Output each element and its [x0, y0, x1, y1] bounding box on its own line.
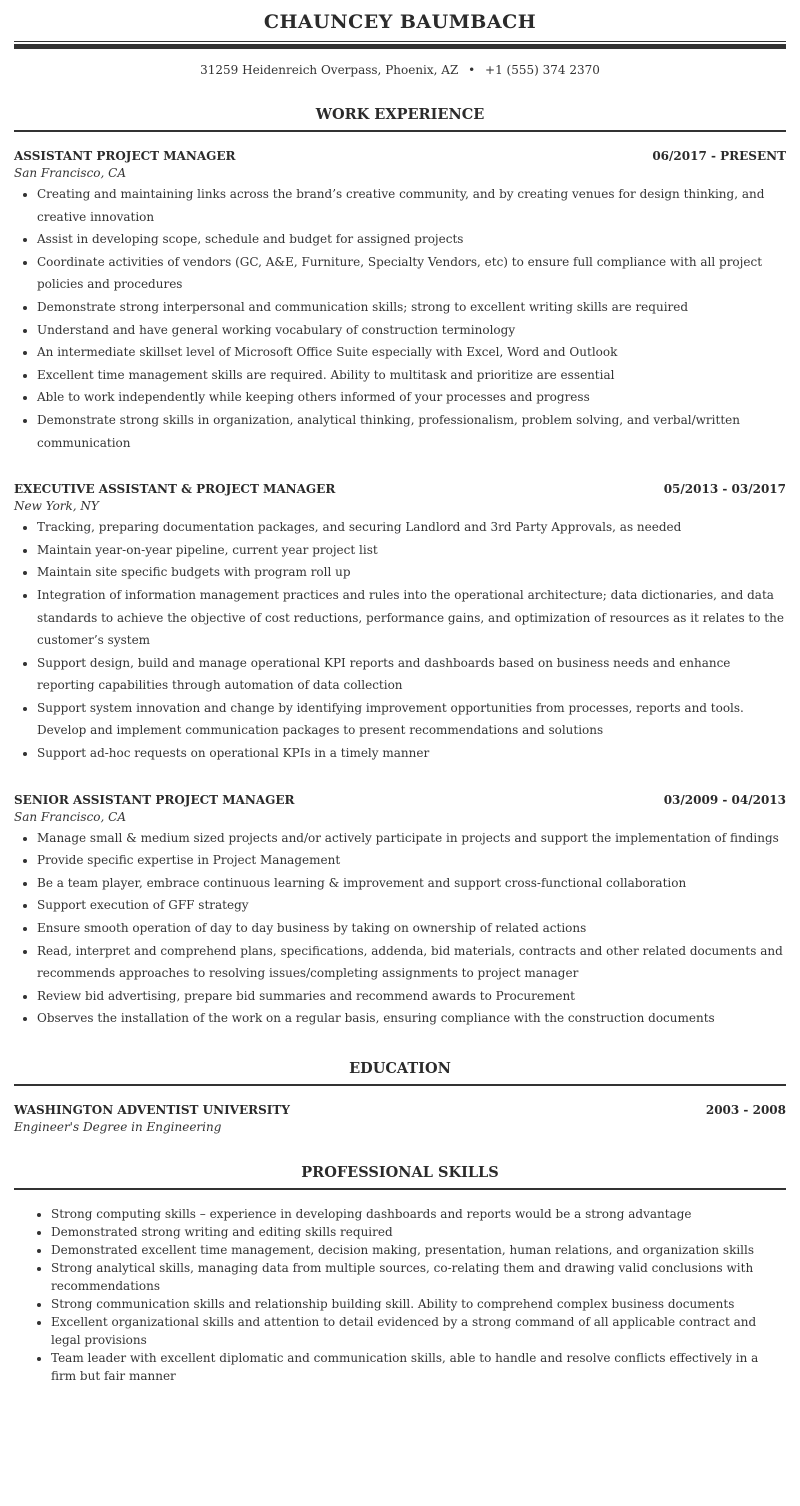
duty-item: • Provide specific expertise in Project Management [37, 849, 786, 872]
work-experience-section [14, 106, 786, 1030]
job-entry [14, 147, 786, 454]
skill-item: • Demonstrated strong writing and editing skills required [51, 1223, 786, 1241]
education-header [14, 1101, 786, 1119]
education-section [14, 1060, 786, 1137]
job-dates: 05/2013 - 03/2017 [663, 482, 786, 497]
skill-item: • Strong analytical skills, managing data from multiple sources, co-relating them and drawing valid conclusions with recommendations [51, 1259, 786, 1295]
duty-item: • Tracking, preparing documentation packages, and securing Landlord and 3rd Party Approvals, as needed [37, 516, 786, 539]
section-rule [14, 1188, 786, 1190]
job-title: EXECUTIVE ASSISTANT & PROJECT MANAGER [14, 482, 336, 497]
school-name: WASHINGTON ADVENTIST UNIVERSITY [14, 1103, 290, 1117]
duty-item: • Review bid advertising, prepare bid summaries and recommend awards to Procurement [37, 985, 786, 1008]
duty-item: • Excellent time management skills are required. Ability to multitask and prioritize are essential [37, 364, 786, 387]
duty-item: • An intermediate skillset level of Microsoft Office Suite especially with Excel, Word and Outlook [37, 341, 786, 364]
job-title: SENIOR ASSISTANT PROJECT MANAGER [14, 792, 295, 807]
duty-item: • Observes the installation of the work on a regular basis, ensuring compliance with the construction documents [37, 1007, 786, 1030]
duty-item: • Maintain year-on-year pipeline, current year project list [37, 539, 786, 562]
duty-item: • Support design, build and manage operational KPI reports and dashboards based on business needs and enhance reporting capabilities through automation of data collection [37, 652, 786, 697]
duty-item: • Support ad-hoc requests on operational KPIs in a timely manner [37, 742, 786, 765]
job-location: San Francisco, CA [14, 809, 127, 824]
skills-section [14, 1164, 786, 1385]
duty-item: • Ensure smooth operation of day to day business by taking on ownership of related actions [37, 917, 786, 940]
section-title-work: WORK EXPERIENCE [315, 106, 485, 123]
section-title-skills: PROFESSIONAL SKILLS [301, 1164, 499, 1181]
duty-item: • Demonstrate strong skills in organization, analytical thinking, professionalism, problem solving, and verbal/written communication [37, 409, 786, 454]
education-entry [14, 1101, 786, 1137]
duty-item: • Coordinate activities of vendors (GC, A&E, Furniture, Specialty Vendors, etc) to ensure full compliance with all project policies and procedures [37, 251, 786, 296]
job-header [14, 480, 786, 498]
contact-phone: +1 (555) 374 2370 [485, 63, 600, 77]
duty-item: • Support execution of GFF strategy [37, 894, 786, 917]
duty-item: • Be a team player, embrace continuous learning & improvement and support cross-functional collaboration [37, 872, 786, 895]
job-entry [14, 480, 786, 765]
duty-item: • Assist in developing scope, schedule and budget for assigned projects [37, 228, 786, 251]
skills-list [14, 1205, 786, 1385]
job-duties [14, 827, 786, 1030]
degree: Engineer's Degree in Engineering [14, 1120, 222, 1134]
section-rule [14, 1084, 786, 1086]
contact-address: 31259 Heidenreich Overpass, Phoenix, AZ [200, 63, 459, 77]
job-dates: 03/2009 - 04/2013 [663, 792, 786, 807]
section-title-education: EDUCATION [349, 1060, 451, 1077]
section-rule [14, 130, 786, 132]
job-location: New York, NY [14, 499, 99, 514]
duty-item: • Manage small & medium sized projects and/or actively participate in projects and support the implementation of findings [37, 827, 786, 850]
duty-item: • Demonstrate strong interpersonal and communication skills; strong to excellent writing skills are required [37, 296, 786, 319]
duty-item: • Maintain site specific budgets with program roll up [37, 561, 786, 584]
duty-item: • Creating and maintaining links across the brand’s creative community, and by creating venues for design thinking, and creative innovation [37, 183, 786, 228]
contact-line [14, 61, 786, 79]
job-header [14, 791, 786, 809]
duty-item: • Support system innovation and change by identifying improvement opportunities from processes, reports and tools. Develop and implement communication packages to present recommendations and solutions [37, 697, 786, 742]
job-duties [14, 516, 786, 765]
candidate-name: CHAUNCEY BAUMBACH [263, 11, 537, 33]
job-title: ASSISTANT PROJECT MANAGER [14, 149, 236, 163]
contact-separator: • [468, 63, 476, 77]
skill-item: • Strong communication skills and relationship building skill. Ability to comprehend complex business documents [51, 1295, 786, 1313]
skill-item: • Strong computing skills – experience in developing dashboards and reports would be a strong advantage [51, 1205, 786, 1223]
skill-item: • Team leader with excellent diplomatic and communication skills, able to handle and resolve conflicts effectively in a firm but fair manner [51, 1349, 786, 1385]
header-rule-thin [14, 41, 786, 42]
duty-item: • Read, interpret and comprehend plans, specifications, addenda, bid materials, contracts and other related documents and recommends approaches to resolving issues/completing assignments to project manager [37, 940, 786, 985]
header-rule-thick [14, 44, 786, 49]
skill-item: • Demonstrated excellent time management, decision making, presentation, human relations, and organization skills [51, 1241, 786, 1259]
job-duties [14, 183, 786, 454]
education-years: 2003 - 2008 [705, 1103, 786, 1117]
job-dates: 06/2017 - PRESENT [652, 149, 786, 163]
duty-item: • Understand and have general working vocabulary of construction terminology [37, 319, 786, 342]
job-header [14, 147, 786, 165]
job-location: San Francisco, CA [14, 166, 127, 180]
duty-item: • Integration of information management practices and rules into the operational architecture; data dictionaries, and data standards to achieve the objective of cost reductions, performance gains, and optimization of resources as it relates to the customer’s system [37, 584, 786, 652]
duty-item: • Able to work independently while keeping others informed of your processes and progress [37, 386, 786, 409]
skill-item: • Excellent organizational skills and attention to detail evidenced by a strong command of all applicable contract and legal provisions [51, 1313, 786, 1349]
job-entry [14, 791, 786, 1030]
